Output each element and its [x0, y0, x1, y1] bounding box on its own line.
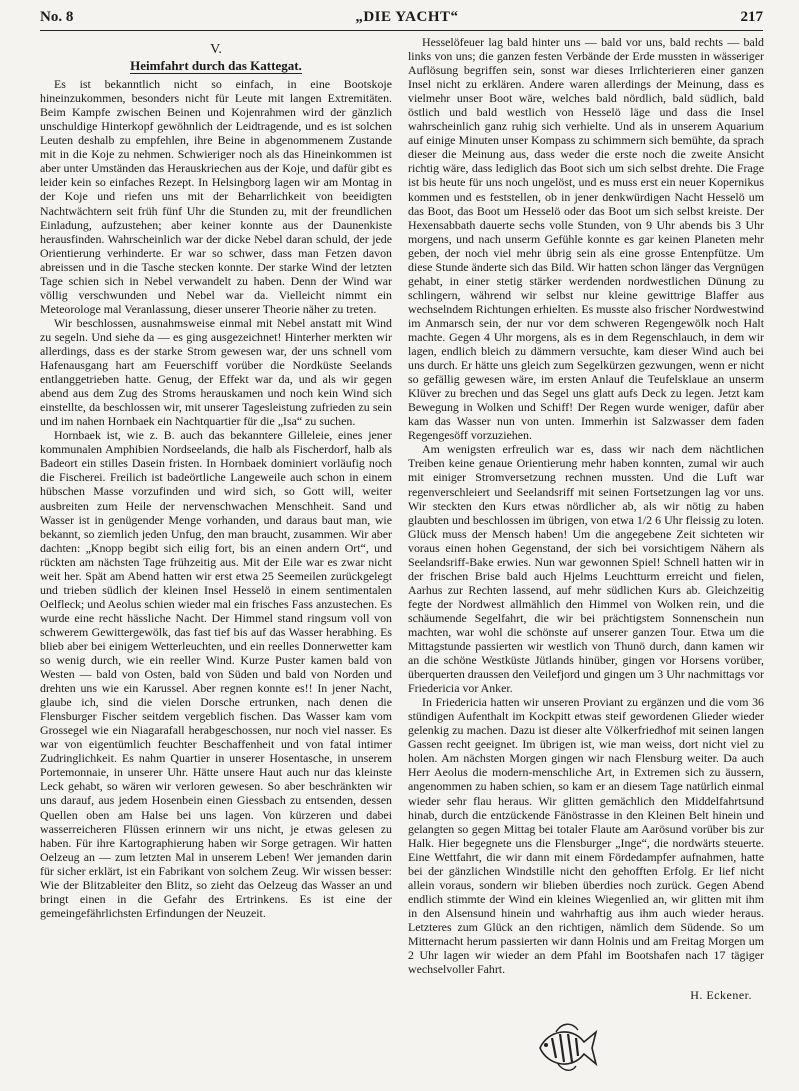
- page-number: 217: [740, 8, 763, 25]
- header-rule: [40, 30, 763, 31]
- journal-title: „DIE YACHT“: [355, 8, 459, 25]
- issue-number: No. 8: [40, 8, 74, 25]
- paragraph: Am wenigsten erfreulich war es, dass wir nach dem nächtlichen Treiben keine genaue Orientierung mehr haben konnten, zumal wir auch mit einiger Stromversetzung rechnen mussten. Und die Luft war regenverschleiert und Seelandsriff mit seinen Fortsetzungen lag vor uns. Wir steckten den Kurs etwas nördlicher ab, als wir nötig zu haben glaubten und beschlossen im übrigen, von etwa 1/2 6 Uhr fleissig zu loten. Glück muss der Mensch haben! Um die angegebene Zeit sichteten wir voraus einen hohen Gegenstand, der sich bei vorsichtigem Nähern als Seelandsriff-Bake erwies. Nun war gewonnen Spiel! Schnell hatten wir in der frischen Brise bald auch Hjelms Leuchtturm erreicht und fielen, Aarhus zur Rechten lassend, auf mehr südlichen Kurs ab. Gleichzeitig fegte der Nordwest allmählich den Himmel von Wolken rein, und die schäumende Segelfahrt, die wir bei prächtigstem Sonnenschein nun machten, war wohl die schönste auf unserer ganzen Tour. Etwa um die Mittagstunde passierten wir westlich von Thunö durch, dann kamen wir an die schöne Westküste Jütlands hinüber, gingen vor Horsens vorüber, überquerten draussen den Veilefjord und gingen um 3 Uhr nachmittags vor Friedericia vor Anker.: [408, 442, 764, 696]
- section-number: V.: [210, 42, 222, 57]
- paragraph: Hornbaek ist, wie z. B. auch das bekanntere Gilleleie, eines jener kommunalen Amphibien Nordseelands, die halb als Fischerdorf, halb als Badeort ein stilles Dasein fristen. In Hornbaek dominiert vorläufig noch die Fischerei. Freilich ist badeörtliche Langeweile auch schon in einem hübschen Masse vorzufinden und wird sich, so Gott will, weiter ausbreiten zum Heile der nervenschwachen Menschheit. Sand und Wasser ist in genügender Menge vorhanden, und daraus baut man, wie bekannt, so ziemlich jeden Unfug, den man braucht, zusammen. Wir aber dachten: „Knopp begibt sich eilig fort, bis an einen andern Ort“, und rückten am nächsten Tage frühzeitig aus. Mit der Eile war es zwar nicht weit her. Spät am Abend hatten wir erst etwa 25 Seemeilen zurückgelegt und trieben südlich der kleinen Insel Hesselö in einem sentimentalen Oelfleck; und Aeolus schien wieder mal ein frisches Fass anzustechen. Es wurde eine recht hässliche Nacht. Der Himmel stand ringsum voll von schwerem Gewittergewölk, das fast tief bis auf das Wasser herabhing. Es blieb aber bei einigem Wetterleuchten, und ein reelles Donnerwetter kam so wenig durch, wie ein reeller Wind. Kurze Puster kamen bald von Westen — bald von Osten, bald von Süden und bald von Norden und drehten uns wie ein Karussel. Aber regnen konnte es!! In jener Nacht, glaube ich, sind die vielen Dorsche ertrunken, nach denen die Flensburger Fischer seitdem vergeblich fischen. Das Wasser kam vom Grossegel wie ein Niagarafall herabgeschossen, nur noch viel nasser. Es war von eigentümlich feuchter Beschaffenheit und von fatal intimer Zudringlichkeit. Es nahm Quartier in unserer Hosentasche, in unserem Portemonnaie, in unserer Uhr. Hätte unsere Haut auch nur das kleinste Leck gehabt, so wären wir verloren gewesen. So aber beschränkten wir uns darauf, aus jedem Hosenbein einen Giessbach zu entsenden, dessen Quellen oben am Halse bei uns lagen. Von kürzeren und dabei wasserreicheren Flüssen erinnern wir uns nicht, je etwas gelesen zu haben. Für ihre Kartographierung haben wir Sorge getragen. Wir hatten Oelzeug an — zum letzten Mal in unserem Leben! Wer jemanden darin für sicher erklärt, ist ein Fabrikant von solchem Zeug. Wir wissen besser: Wie der Blitzableiter den Blitz, so zieht das Oelzeug das Wasser an und bringt einen in die Gefahr des Ertrinkens. Es ist eine der gemeingefährlichsten Erfindungen der Neuzeit.: [40, 428, 392, 920]
- page-header: [40, 6, 763, 28]
- paragraph: In Friedericia hatten wir unseren Proviant zu ergänzen und die vom 36 stündigen Aufenthalt im Kockpitt etwas steif gewordenen Glieder wieder gelenkig zu machen. Dazu ist dieser alte Völkerfriedhof mit seinen langen Gassen recht geeignet. Im übrigen ist, wie man weiss, dort nicht viel zu holen. Am nächsten Morgen gingen wir nach Flensburg weiter. Da auch Herr Aeolus die modern-menschliche Art, in Extremen sich zu äussern, angenommen zu haben schien, so kam er an diesem Tage natürlich einmal wieder sehr flau heraus. Wir glitten gemächlich den Middelfahrtsund hinab, durch die entzückende Fänöstrasse in den Kleinen Belt hinein und gelangten so gegen Mittag bei totaler Flaute am Aarösund vorüber bis zur Halk. Hier begegnete uns die Flensburger „Inge“, die nordwärts steuerte. Eine Wettfahrt, die wir dann mit einem Fördedampfer aufnahmen, hatte bei der gänzlichen Windstille nicht den gehofften Erfolg. Er lief nicht allein voraus, sondern wir blieben überdies noch zurück. Gegen Abend endlich stimmte der Wind ein kleines Wiegenlied an, wir glitten mit ihm in den Alsensund hinein und wahrhaftig aus ihm auch wieder heraus. Letzteres zum Glück an den richtigen, nämlich dem Südende. So um Mitternacht herum passierten wir dann Holnis und am Freitag Morgen um 2 Uhr lagen wir wieder an dem Pfahl im Bootshafen nach 17 tägiger wechselvoller Fahrt.: [408, 695, 764, 977]
- fish-ornament-icon: [534, 1018, 600, 1078]
- paragraph: Es ist bekanntlich nicht so einfach, in eine Bootskoje hineinzukommen, besonders nicht für Leute mit langen Extremitäten. Beim Kampfe zwischen Beinen und Kojenrahmen wird der gänzlich unschuldige Hinterkopf gewöhnlich der Leidtragende, und es ist solchen Leuten deshalb zu empfehlen, ihre Beine in abgenommenem Zustande mit in die Koje zu nehmen. Schwieriger noch als das Hineinkommen ist aber unter Umständen das Herauskriechen aus der Koje, und dafür gibt es leider kein so einfaches Rezept. In Helsingborg lagen wir am Montag in der Koje und riefen uns mit der Beharrlichkeit von beeidigten Nachtwächtern seit früh fünf Uhr die Stunden zu, mit der freundlichen Einladung, aufzustehen; aber keiner konnte aus der Daunenkiste herausfinden. Wahrscheinlich war der dicke Nebel daran schuld, der jede Orientierung verhinderte. Er war so schwer, dass man Fetzen davon abreissen und in die Tasche stecken konnte. Der starke Wind der letzten Tage schien sich in Nebel verwandelt zu haben. Denn der Wind war völlig verschwunden und Nebel war da. Vielleicht nimmt ein Meteorologe mal Veranlassung, dieser unserer Theorie näher zu treten.: [40, 77, 392, 316]
- paragraph: Wir beschlossen, ausnahmsweise einmal mit Nebel anstatt mit Wind zu segeln. Und siehe da — es ging ausgezeichnet! Hinterher merkten wir allerdings, dass es der starke Strom gewesen war, der uns schnell vom Hafenausgang hart am Feuerschiff vorüber die Nordküste Seelands entlanggetrieben hatte. Genug, der Effekt war da, und als wir gegen abend aus dem Zug des Stroms herauskamen und noch kein Wind sich einstellte, da beschlossen wir, mit unserer Tagesleistung zufrieden zu sein und im nahen Hornbaek ein Nachtquartier für die „Isa“ zu suchen.: [40, 315, 392, 429]
- right-column: [408, 35, 764, 1061]
- left-column: [40, 35, 392, 1061]
- paragraph: Hesselöfeuer lag bald hinter uns — bald vor uns, bald rechts — bald links von uns; die ganzen festen Verbände der Erde mussten in wässeriger Auflösung begriffen sein, sonst war dieses Irrlichterieren einer ganzen Insel nicht zu erklären. Andere waren allerdings der Meinung, dass es vielmehr unser Boot wäre, welches bald nördlich, bald südlich, bald östlich und bald westlich von Hesselö läge und dass die Insel wahrscheinlich ganz ruhig sich verhielte. Und als in unserem Aquarium auf einige Minuten unser Kompass zu schimmern sich bemühte, da sprach dieser die Meinung aus, dass weder die erste noch die zweite Ansicht richtig wäre, dass lediglich das Boot sich um sich selbst drehte. Die Frage ist bis heute für uns noch ungelöst, und es muss erst ein neuer Kopernikus kommen und es feststellen, ob in jener denkwürdigen Nacht Hesselö um das Boot, das Boot um Hesselö oder das Boot um sich selbst kreiste. Der Hexensabbath dauerte sechs volle Stunden, von 9 Uhr abends bis 3 Uhr morgens, und nach unserm Gefühle konnte es gar keinen Planeten mehr geben, der noch viel mehr übrig sein als eine grosse Entenpfütze. Um diese Stunde änderte sich das Bild. Wir hatten schon länger das Vergnügen gehabt, in einer stetig stärker werdenden nordwestlichen Dünung zu schlingern, während wir selbst nur kleine gewittrige Blaffer aus wechselndem Richtungen erhielten. Es musste also frischer Nordwestwind im Anmarsch sein, der nur vor dem schweren Regengewölk noch Halt machte. Gegen 4 Uhr morgens, als es in dem Regenschlauch, in dem wir lagen, endlich bleich zu dämmern versuchte, kam dieser Wind auch bei uns durch. Er hätte uns gleich zum Segelkürzen gezwungen, wenn er nicht so gefällig gewesen wäre, im ersten Anlauf die Teufelsklaue an unserm Klüver zu brechen und das Segel uns glatt aufs Deck zu legen. Jetzt kam Bewegung in Wolken und Schiff! Der Regen wurde weniger, dafür aber kam das Wasser nun von unten. Immerhin ist Salzwasser dem faden Regengesöff vorzuziehen.: [408, 35, 764, 443]
- article-title: Heimfahrt durch das Kattegat.: [130, 58, 302, 74]
- author-signature: H. Eckener.: [690, 988, 752, 1003]
